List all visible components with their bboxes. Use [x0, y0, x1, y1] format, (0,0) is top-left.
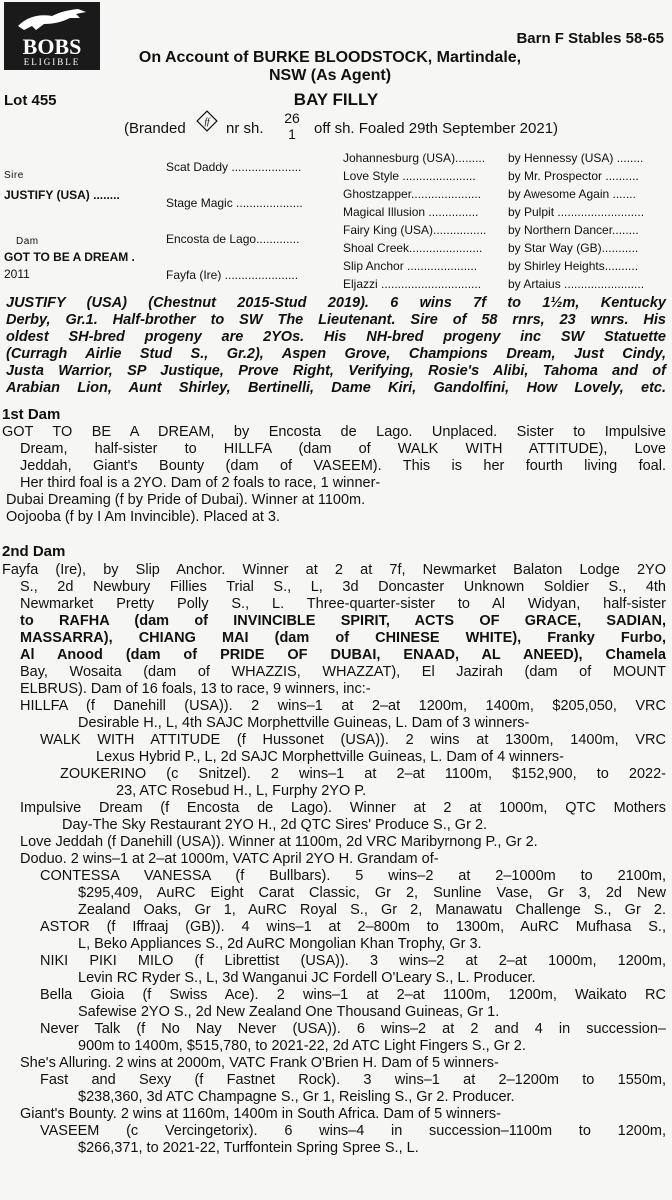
brand-prefix: (Branded — [124, 120, 186, 137]
progeny-line: Bella Gioia (f Swiss Ace). 2 wins–1 at 2–at 1100m, 1200m, Waikato RC — [40, 987, 666, 1003]
second-dam-line: Bay, Wosaita (dam of WHAZZIS, WHAZZAT), El Jazirah (dam of MOUNT — [20, 664, 666, 680]
vendor-line-2: NSW (As Agent) — [268, 67, 392, 84]
sire-summary-line: oldest SH-bred progeny are 2YOs. His NH-bred progeny inc SW Statuette — [6, 329, 666, 345]
gen3-item: Fairy King (USA)................ — [343, 223, 487, 237]
dam-year: 2011 — [4, 267, 30, 281]
sire-summary-line: (Curragh Airlie Stud S., Gr.2), Aspen Grove, Champions Dream, Just Cindy, — [6, 346, 666, 362]
progeny-line: 900m to 1400m, $515,780, to 2021-22, 2d ATC Light Fingers S., Gr 2. — [78, 1038, 526, 1054]
second-dam-line: S., 2d Newbury Fillies Trial S., L, 3d Doncaster Unknown Soldier S., 4th — [20, 579, 666, 595]
progeny-line: ASTOR (f Iffraaj (GB)). 4 wins–1 at 2–800m to 1300m, AuRC Mufhasa S., — [40, 919, 666, 935]
first-dam-line: Oojooba (f by I Am Invincible). Placed at 3. — [6, 509, 281, 525]
progeny-line: Love Jeddah (f Danehill (USA)). Winner at 1100m, 2d VRC Maribyrnong P., Gr 2. — [20, 834, 538, 850]
progeny-line: HILLFA (f Danehill (USA)). 2 wins–1 at 2–at 1200m, 1400m, $205,050, VRC — [20, 698, 666, 714]
gen2-item: Scat Daddy ..................... — [166, 160, 302, 174]
brand-number-bottom: 1 — [288, 126, 296, 142]
second-dam-line: Newmarket Pretty Polly S., L. Three-quarter-sister to Al Widyan, half-sister — [20, 596, 666, 612]
gen3-sire-item: by Northern Dancer........ — [508, 223, 639, 237]
progeny-line: Giant's Bounty. 2 wins at 1160m, 1400m in South Africa. Dam of 5 winners- — [20, 1106, 501, 1122]
progeny-line: Doduo. 2 wins–1 at 2–at 1000m, VATC April 2YO H. Grandam of- — [20, 851, 439, 867]
progeny-line: WALK WITH ATTITUDE (f Hussonet (USA)). 2 wins at 1300m, 1400m, VRC — [40, 732, 666, 748]
first-dam-line: Dubai Dreaming (f by Pride of Dubai). Winner at 1100m. — [6, 492, 366, 508]
progeny-line: NIKI PIKI MILO (f Librettist (USA)). 3 wins–2 at 2–at 1000m, 1200m, — [40, 953, 666, 969]
first-dam-line: GOT TO BE A DREAM, by Encosta de Lago. Unplaced. Sister to Impulsive — [2, 424, 666, 440]
brand-numbers — [284, 110, 300, 142]
logo-text: BOBS — [22, 34, 82, 59]
gen3-item: Shoal Creek...................... — [343, 241, 483, 255]
pedigree-table — [0, 150, 672, 292]
gen3-item: Slip Anchor ..................... — [343, 259, 478, 273]
progeny-line: $295,409, AuRC Eight Carat Classic, Gr 2, Sunline Vase, Gr 3, 2d New — [78, 885, 666, 901]
progeny-line: She's Alluring. 2 wins at 2000m, VATC Frank O'Brien H. Dam of 5 winners- — [20, 1055, 499, 1071]
progeny-line: Never Talk (f No Nay Never (USA)). 6 wins–2 at 2 and 4 in succession– — [40, 1021, 666, 1037]
dam-name: GOT TO BE A DREAM . — [4, 250, 135, 264]
sire-summary-line: Arabian Lion, Aunt Shirley, Bertinelli, Dame Kiri, Gandolfini, How Lovely, etc. — [6, 380, 666, 396]
brand-line — [124, 110, 644, 150]
sire-summary-line: Derby, Gr.1. Half-brother to SW The Lieutenant. Sire of 58 rnrs, 23 wnrs. His — [6, 312, 666, 328]
dam-label: Dam — [16, 236, 39, 247]
gen3-item: Johannesburg (USA)......... — [343, 151, 486, 165]
first-dam-line: Dream, half-sister to HILLFA (dam of WALK WITH ATTITUDE), Love — [20, 441, 666, 457]
second-dam-line: Al Anood (dam of PRIDE OF DUBAI, ENAAD, AL ANEED), Chamela — [20, 647, 666, 663]
brand-near-shoulder: nr sh. — [226, 120, 264, 137]
progeny-line: ZOUKERINO (c Snitzel). 2 wins–1 at 2–at 1100m, $152,900, to 2022- — [60, 766, 666, 782]
gen3-sire-item: by Artaius ........................ — [508, 277, 645, 291]
sire-label: Sire — [4, 170, 24, 181]
lot-number: Lot 455 — [4, 92, 57, 109]
progeny-line: 23, ATC Rosebud H., L, Furphy 2YO P. — [116, 783, 367, 799]
brand-number-top: 26 — [284, 110, 300, 126]
progeny-line: Desirable H., L, 4th SAJC Morphettville Guineas, L. Dam of 3 winners- — [78, 715, 530, 731]
gen3-sire-item: by Shirley Heights.......... — [508, 259, 639, 273]
vendor-line-1: On Account of BURKE BLOODSTOCK, Martindale, — [138, 49, 522, 66]
first-dam-line: Her third foal is a 2YO. Dam of 2 foals to race, 1 winner- — [20, 475, 381, 491]
gen3-item: Ghostzapper..................... — [343, 187, 482, 201]
progeny-line: $266,371, to 2021-22, Turffontein Spring Spree S., L. — [78, 1140, 419, 1156]
second-dam-line: Fayfa (Ire), by Slip Anchor. Winner at 2 at 7f, Newmarket Balaton Lodge 2YO — [2, 562, 666, 578]
progeny-line: Fast and Sexy (f Fastnet Rock). 3 wins–1 at 2–1200m to 1550m, — [40, 1072, 666, 1088]
vendor-account — [110, 49, 550, 85]
second-dam-line: ELBRUS). Dam of 16 foals, 13 to race, 9 winners, inc:- — [20, 681, 371, 697]
gen3-sire-item: by Mr. Prospector .......... — [508, 169, 639, 183]
gen3-item: Eljazzi .............................. — [343, 277, 482, 291]
page-title: BAY FILLY — [293, 90, 379, 109]
brand-foaled: off sh. Foaled 29th September 2021) — [314, 120, 559, 137]
gen3-item: Love Style ...................... — [343, 169, 476, 183]
progeny-line: Levin RC Ryder S., L, 3d Wanganui JC Fordell O'Leary S., L. Producer. — [78, 970, 536, 986]
progeny-line: CONTESSA VANESSA (f Bullbars). 5 wins–2 at 2–1000m to 2100m, — [40, 868, 666, 884]
second-dam-line: to RAFHA (dam of INVINCIBLE SPIRIT, ACTS OF GRACE, SADIAN, — [20, 613, 666, 629]
gen3-sire-item: by Awesome Again ....... — [508, 187, 636, 201]
first-dam-line: Jeddah, Giant's Bounty (dam of VASEEM). This is her fourth living foal. — [20, 458, 666, 474]
progeny-line: Lexus Hybrid P., L, 2d SAJC Morphettville Guineas, L. Dam of 4 winners- — [96, 749, 564, 765]
progeny-line: VASEEM (c Vercingetorix). 6 wins–4 in succession–1100m to 1200m, — [40, 1123, 666, 1139]
gen3-sire-item: by Star Way (GB)........... — [508, 241, 639, 255]
second-dam-heading: 2nd Dam — [2, 543, 66, 560]
gen3-item: Magical Illusion ............... — [343, 205, 479, 219]
progeny-line: $238,360, 3d ATC Champagne S., Gr 1, Reisling S., Gr 2. Producer. — [78, 1089, 515, 1105]
second-dam-line: MASSARRA), CHIANG MAI (dam of CHINESE WHITE), Franky Furbo, — [20, 630, 666, 646]
progeny-line: Zealand Oaks, Gr 1, AuRC Royal S., Gr 2, Manawatu Challenge S., Gr 2. — [78, 902, 666, 918]
gen2-item: Encosta de Lago............. — [166, 232, 300, 246]
sire-summary-line: JUSTIFY (USA) (Chestnut 2015-Stud 2019). 6 wins 7f to 1½m, Kentucky — [6, 295, 666, 311]
barn-location: Barn F Stables 58-65 — [516, 30, 664, 47]
gen3-sire-item: by Hennessy (USA) ........ — [508, 151, 644, 165]
progeny-line: Day-The Sky Restaurant 2YO H., 2d QTC Sires' Produce S., Gr 2. — [62, 817, 488, 833]
svg-text:ff: ff — [204, 116, 210, 127]
horse-icon — [14, 6, 90, 34]
gen3-sire-item: by Pulpit .......................... — [508, 205, 645, 219]
sire-name: JUSTIFY (USA) ........ — [4, 188, 120, 202]
logo-subtext: ELIGIBLE — [23, 57, 81, 67]
progeny-line: Impulsive Dream (f Encosta de Lago). Winner at 2 at 1000m, QTC Mothers — [20, 800, 666, 816]
first-dam-heading: 1st Dam — [2, 406, 61, 423]
progeny-line: Safewise 2YO S., 2d New Zealand One Thousand Guineas, Gr 1. — [78, 1004, 500, 1020]
brand-mark-icon — [196, 110, 218, 132]
gen2-item: Fayfa (Ire) ...................... — [166, 268, 299, 282]
bobs-eligible-logo — [4, 2, 100, 70]
sire-summary-line: Justa Warrior, SP Justique, Prove Right, Verifying, Rosie's Alibi, Tahoma and of — [6, 363, 666, 379]
progeny-line: L, Beko Appliances S., 2d AuRC Mongolian Khan Trophy, Gr 3. — [78, 936, 482, 952]
gen2-item: Stage Magic .................... — [166, 196, 303, 210]
